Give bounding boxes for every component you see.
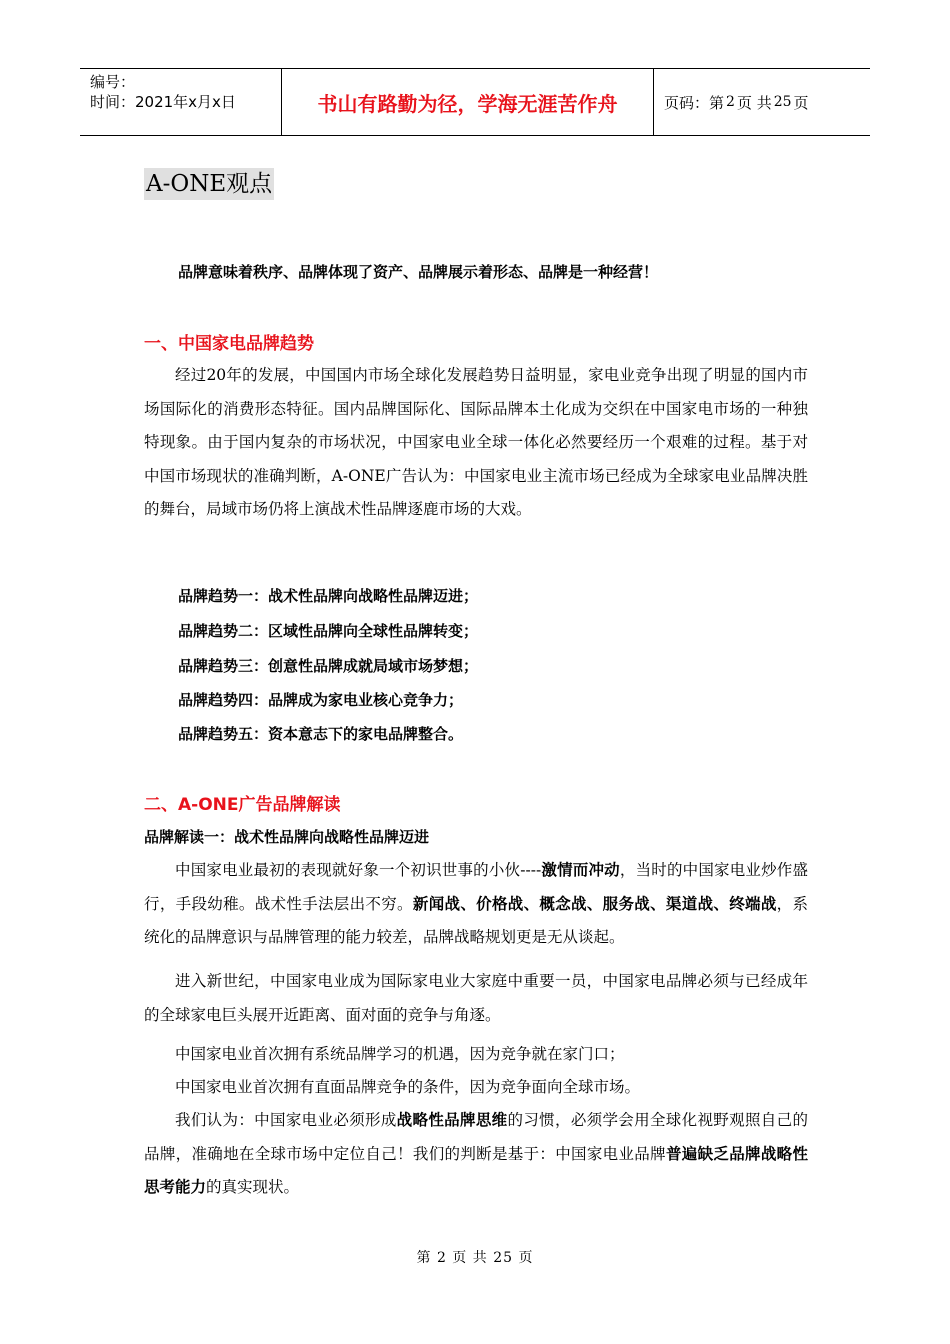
p5-bold-2: 普遍缺乏品牌战略性思考能力	[144, 1144, 808, 1196]
trend-item-3: 品牌趋势三：创意性品牌成就局域市场梦想；	[178, 657, 479, 675]
section-2-paragraph-4: 中国家电业首次拥有直面品牌竞争的条件，因为竞争面向全球市场。	[175, 1078, 641, 1096]
p1-text-d: ，系统化的品牌意识与品牌管理的能力较差，品牌战略规划更是无从谈起。	[144, 894, 808, 946]
page-mid: 页 共	[736, 93, 772, 112]
header-info-cell	[80, 69, 282, 135]
header-motto: 书山有路勤为径，学海无涯苦作舟	[282, 69, 654, 135]
section-1-title: 一、中国家电品牌趋势	[144, 334, 314, 354]
tagline: 品牌意味着秩序、品牌体现了资产、品牌展示着形态、品牌是一种经营！	[178, 263, 659, 281]
p5-text-c: 的习惯，必须学会用全球化视野观照自己的品牌，准确地在全球市场中定位自己！我们的判断是基于：中国家电业品牌	[144, 1111, 808, 1163]
page-footer: 第 2 页 共 25 页	[416, 1250, 534, 1266]
time-label: 时间：2021年x月x日	[90, 93, 236, 111]
p5-text-d: 的真实现状。	[206, 1178, 300, 1196]
section-2-title: 二、A-ONE广告品牌解读	[144, 795, 341, 815]
page-current: 2	[726, 94, 735, 110]
trend-item-1: 品牌趋势一：战术性品牌向战略性品牌迈进；	[178, 587, 479, 605]
p5-bold-1: 战略性品牌思维	[396, 1111, 508, 1129]
page-header	[80, 68, 870, 136]
p1-text-a: 中国家电业最初的表现就好象一个初识世事的小伙----	[175, 861, 542, 879]
section-2-subtitle: 品牌解读一：战术性品牌向战略性品牌迈进	[144, 828, 430, 846]
section-2-paragraph-3: 中国家电业首次拥有系统品牌学习的机遇，因为竞争就在家门口；	[175, 1045, 625, 1063]
page-total: 25	[773, 94, 792, 110]
section-2-paragraph-1	[144, 854, 808, 955]
p1-bold-1: 激情而冲动	[541, 861, 620, 879]
p5-text-a: 我们认为：中国家电业必须形成	[175, 1111, 397, 1129]
document-title: A-ONE观点	[144, 168, 274, 200]
serial-label: 编号：	[90, 73, 136, 91]
section-2-paragraph-2: 进入新世纪，中国家电业成为国际家电业大家庭中重要一员，中国家电品牌必须与已经成年的全球家电巨头展开近距离、面对面的竞争与角逐。	[144, 972, 808, 1024]
header-page-number	[654, 69, 870, 135]
p1-bold-2: 新闻战、价格战、概念战、服务战、渠道战、终端战	[412, 894, 777, 913]
page-suffix: 页	[793, 93, 809, 112]
trend-item-5: 品牌趋势五：资本意志下的家电品牌整合。	[178, 725, 464, 743]
trend-item-2: 品牌趋势二：区域性品牌向全球性品牌转变；	[178, 622, 479, 640]
trend-item-4: 品牌趋势四：品牌成为家电业核心竞争力；	[178, 691, 464, 709]
section-1-paragraph: 经过20年的发展，中国国内市场全球化发展趋势日益明显，家电业竞争出现了明显的国内市场国际化的消费形态特征。国内品牌国际化、国际品牌本土化成为交织在中国家电市场的一种独特现象。由于国内复杂的市场状况，中国家电业全球一体化必然要经历一个艰难的过程。基于对中国市场现状的准确判断，A-ONE广告认为：中国家电业主流市场已经成为全球家电业品牌决胜的舞台，局域市场仍将上演战术性品牌逐鹿市场的大戏。	[144, 366, 808, 518]
p1-text-c: ，当时的中国家电业炒作盛行，手段幼稚。战术性手法层出不穷。	[144, 861, 808, 913]
section-2-paragraph-5	[144, 1104, 808, 1205]
page-prefix: 页码：第	[664, 93, 725, 112]
